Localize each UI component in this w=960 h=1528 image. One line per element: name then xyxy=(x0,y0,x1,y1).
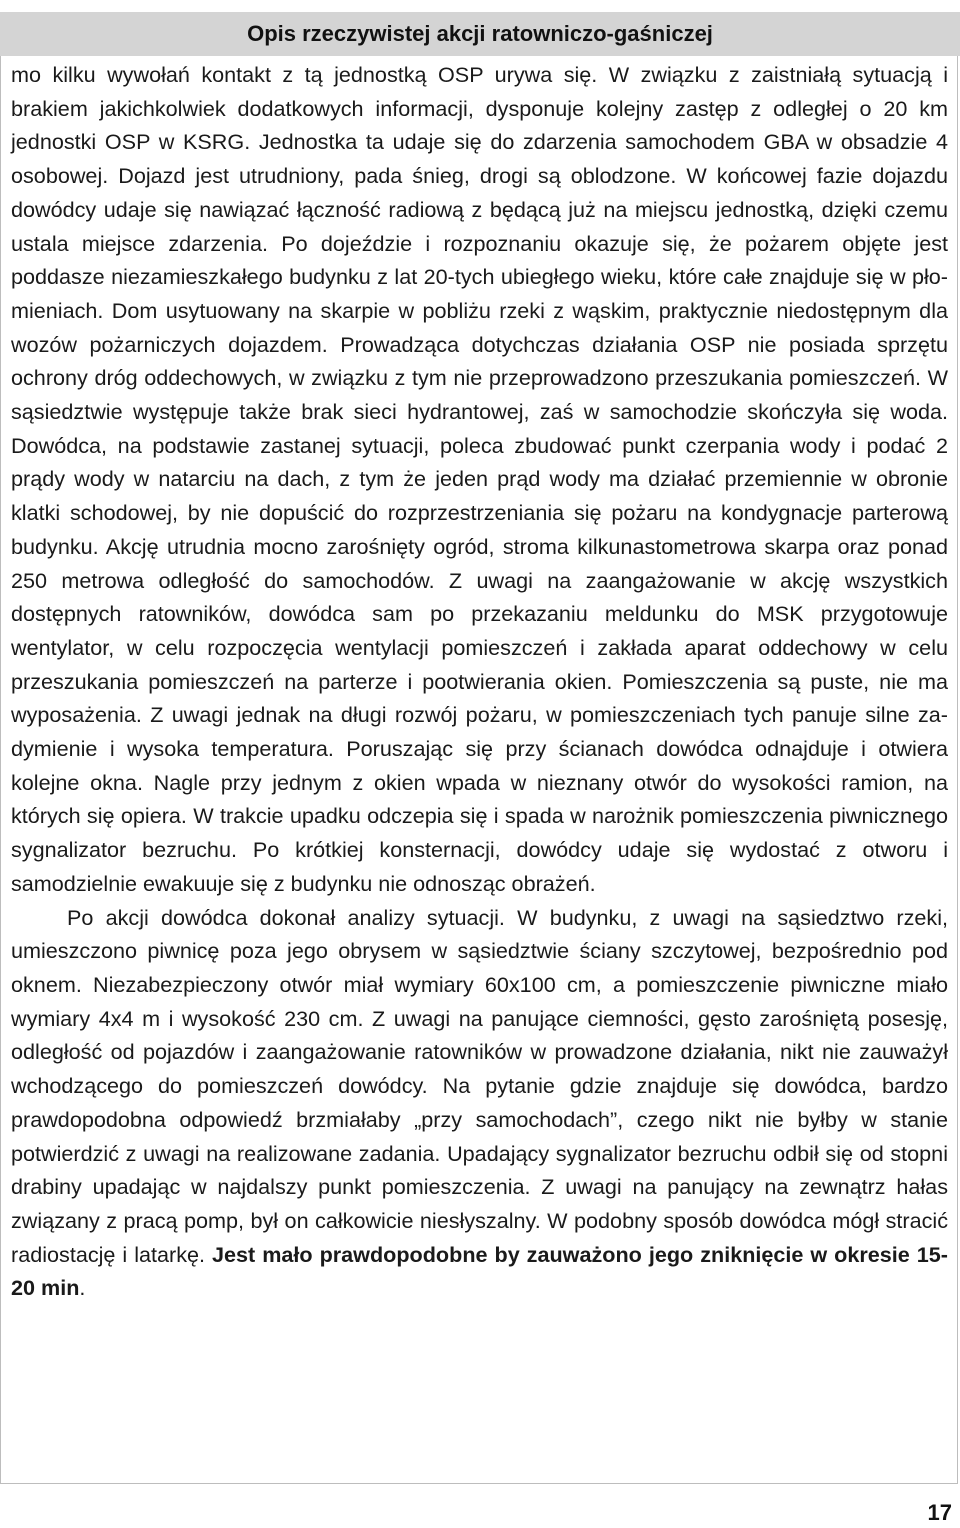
paragraph-2-text: Po akcji dowódca dokonał analizy sytuacji. W budynku, z uwagi na sąsiedztwo rzeki, umieszczono piwnicę poza jego obrysem w sąsiedztwie ściany szczytowej, bezpośrednio pod oknem. Niezabezpieczony otwór miał wymiary 60x100 cm, a pomieszczenie piwniczne miało wymiary 4x4 m i wysokość 230 cm. Z uwagi na panujące ciemności, gęsto zarośniętą posesję, odległość od pojazdów i zaangażowanie ratowników w prowadzone działania, nikt nie zauważył wchodzącego do pomieszczeń dowódcy. Na pytanie gdzie znajduje się dowódca, bardzo prawdopodobna odpowiedź brzmiałaby „przy samochodach”, czego nikt nie byłby w stanie potwierdzić z uwagi na realizowane zadania. Upadający sygnalizator bezruchu odbił się od stopni drabiny upadając w najdalszy punkt pomieszczenia. Z uwagi na panujący na zewnątrz hałas związany z pracą pomp, był on całkowicie niesłyszalny. W podobny sposób dowódca mógł stracić radiostację i latarkę. xyxy=(11,904,948,1267)
paragraph-2-end: . xyxy=(79,1275,86,1301)
paragraph-2-emphasis: Jest mało prawdopodobne by zauważono jego zniknięcie w okresie 15-20 min xyxy=(11,1241,949,1301)
paragraph-1: mo kilku wywołań kontakt z tą jednostką OSP urywa się. W związku z zaistniałą sytuacją i brakiem jakichkolwiek dodatkowych informacji, dysponuje kolejny zastęp z odległej o 20 km jednostki OSP w KSRG. Jednostka ta udaje się do zdarzenia samochodem GBA w obsadzie 4 osobowej. Dojazd jest utrudniony, pada śnieg, drogi są oblodzone. W końcowej fazie dojazdu dowódcy udaje się nawiązać łączność radiową z będącą już na miejscu jednostką, dzięki czemu ustala miejsce zdarzenia. Po dojeździe i rozpoznaniu okazuje się, że pożarem objęte jest poddasze niezamieszkałego budynku z lat 20-tych ubiegłego wieku, które całe znajduje się w płomieniach. Dom usytuowany na skarpie w pobliżu rzeki z wąskim, praktycznie niedostępnym dla wozów pożarniczych dojazdem. Prowadząca dotychczas działania OSP nie posiada sprzętu ochrony dróg oddechowych, w związku z tym nie przeprowadzono przeszukania pomieszczeń. W sąsiedztwie występuje także brak sieci hydrantowej, zaś w samochodzie skończyła się woda. Dowódca, na podstawie zastanej sytuacji, poleca zbudować punkt czerpania wody i podać 2 prądy wody w natarciu na dach, z tym że jeden prąd wody ma działać przemiennie w obronie klatki schodowej, by nie dopuścić do rozprzestrzeniania się pożaru na kondygnacje parterową budynku. Akcję utrudnia mocno zarośnięty ogród, stroma kilkunastometrowa skarpa oraz ponad 250 metrowa odległość do samochodów. Z uwagi na zaangażowanie w akcję wszystkich dostępnych ratowników, dowódca sam po przekazaniu meldunku do MSK przygotowuje wentylator, w celu rozpoczęcia wentylacji pomieszczeń i zakłada aparat oddechowy w celu przeszukania pomieszczeń na parterze i pootwierania okien. Pomieszczenia są puste, nie ma wyposażenia. Z uwagi jednak na długi rozwój pożaru, w pomieszczeniach tych panuje silne zadymienie i wysoka temperatura. Poruszając się przy ścianach dowódca odnajduje i otwiera kolejne okna. Nagle przy jednym z okien wpada w nieznany otwór do wysokości ramion, na których się opiera. W trakcie upadku odczepia się i spada w narożnik pomieszczenia piwnicznego sygnalizator bezruchu. Po krótkiej konsternacji, dowódcy udaje się wydostać z otworu i samodzielnie ewakuuje się z budynku nie odnosząc obrażeń. xyxy=(11,62,948,896)
page-title: Opis rzeczywistej akcji ratowniczo-gaśniczej xyxy=(247,21,713,46)
article-body xyxy=(11,58,948,1305)
page-number: 17 xyxy=(927,1500,952,1525)
paragraph-2 xyxy=(11,901,948,1305)
